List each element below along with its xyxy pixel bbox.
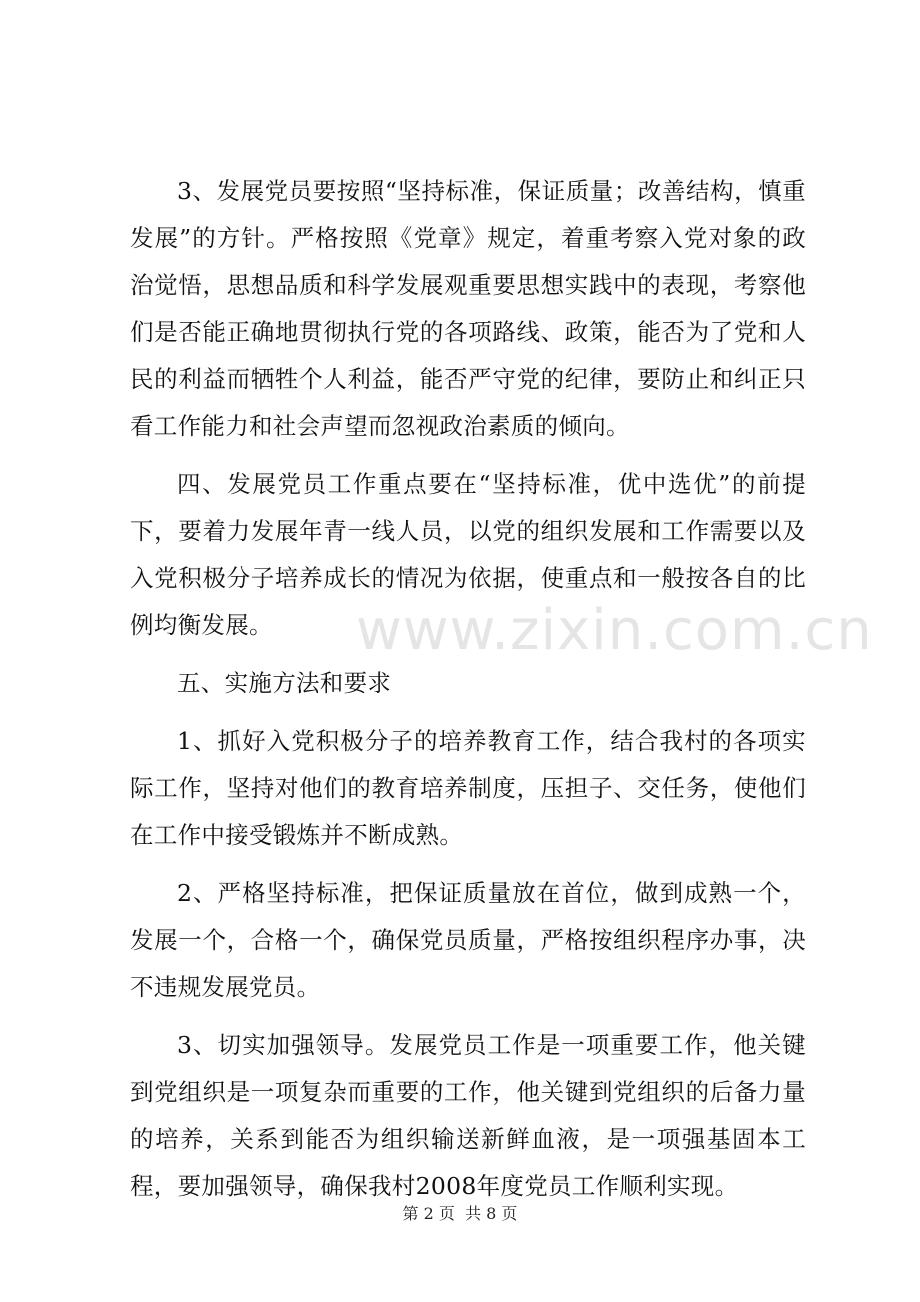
document-body bbox=[130, 168, 806, 1210]
paragraph-method-1: 1、抓好入党积极分子的培养教育工作，结合我村的各项实际工作，坚持对他们的教育培养制度，压担子、交任务，使他们在工作中接受锻炼并不断成熟。 bbox=[130, 727, 806, 849]
paragraph-key-development: 四、发展党员工作重点要在“坚持标准，优中选优”的前提下，要着力发展年青一线人员，以党的组织发展和工作需要以及入党积极分子培养成长的情况为依据，使重点和一般按各自的比例均衡发展。 bbox=[130, 470, 806, 639]
section-heading-methods: 五、实施方法和要求 bbox=[177, 669, 392, 697]
page-footer: 第 2 页 共 8 页 bbox=[402, 1204, 518, 1223]
watermark: www.zixin.com.cn bbox=[356, 598, 873, 663]
paragraph-method-2: 2、严格坚持标准，把保证质量放在首位，做到成熟一个，发展一个，合格一个，确保党员质量，严格按组织程序办事，决不违规发展党员。 bbox=[130, 879, 806, 1001]
paragraph-standard-requirements: 3、发展党员要按照“坚持标准，保证质量；改善结构，慎重发展”的方针。严格按照《党章》规定，着重考察入党对象的政治觉悟，思想品质和科学发展观重要思想实践中的表现，考察他们是否能正确地贯彻执行党的各项路线、政策，能否为了党和人民的利益而牺牲个人利益，能否严守党的纪律，要防止和纠正只看工作能力和社会声望而忽视政治素质的倾向。 bbox=[130, 177, 806, 440]
paragraph-method-3: 3、切实加强领导。发展党员工作是一项重要工作，他关键到党组织是一项复杂而重要的工作，他关键到党组织的后备力量的培养，关系到能否为组织输送新鲜血液，是一项强基固本工程，要加强领导，确保我村2008年度党员工作顺利实现。 bbox=[130, 1031, 806, 1200]
